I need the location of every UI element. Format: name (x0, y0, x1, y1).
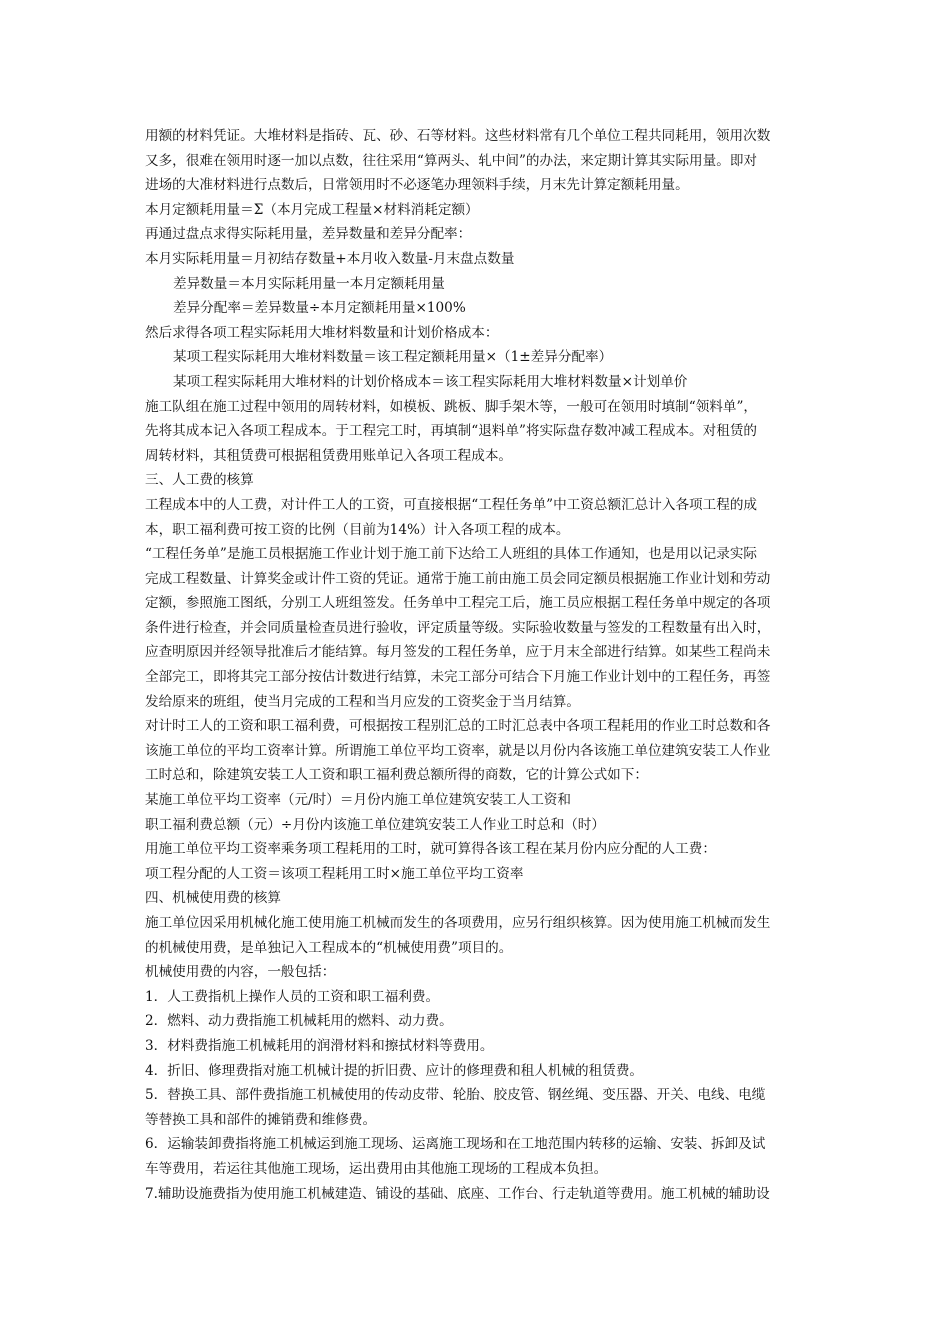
text-line: 的机械使用费，是单独记入工程成本的“机械使用费”项目的。 (145, 939, 513, 956)
document-body (145, 124, 813, 1206)
text-line: 该施工单位的平均工资率计算。所谓施工单位平均工资率，就是以月份内各该施工单位建筑安装工人作业 (145, 742, 771, 759)
text-line: 进场的大准材料进行点数后，日常领用时不必逐笔办理领料手续，月末先计算定额耗用量。 (145, 177, 689, 194)
text-line: 本月定额耗用量＝Σ（本月完成工程量×材料消耗定额） (145, 201, 479, 218)
text-line: 四、机械使用费的核算 (145, 890, 281, 907)
text-line: 然后求得各项工程实际耗用大堆材料数量和计划价格成本： (145, 324, 499, 341)
text-line: 本，职工福利费可按工资的比例（目前为14%）计入各项工程的成本。 (145, 521, 570, 538)
text-line: 先将其成本记入各项工程成本。于工程完工时，再填制“退料单”将实际盘存数冲减工程成本。对租赁的 (145, 423, 758, 440)
text-line: 完成工程数量、计算奖金或计件工资的凭证。通常于施工前由施工员会同定额员根据施工作业计划和劳动 (145, 570, 771, 587)
text-line: 施工队组在施工过程中领用的周转材料，如模板、跳板、脚手架木等，一般可在领用时填制“领料单”， (145, 398, 758, 415)
text-line: 某项工程实际耗用大堆材料数量＝该工程定额耗用量×（1±差异分配率） (173, 349, 613, 366)
text-line: 三、人工费的核算 (145, 472, 254, 489)
text-line: 工时总和，除建筑安装工人工资和职工福利费总额所得的商数，它的计算公式如下： (145, 767, 648, 784)
text-line: 等替换工具和部件的摊销费和维修费。 (145, 1111, 377, 1128)
text-line: 4．折旧、修理费指对施工机械计提的折旧费、应计的修理费和租人机械的租赁费。 (145, 1062, 644, 1079)
text-line: 用施工单位平均工资率乘务项工程耗用的工时，就可算得各该工程在某月份内应分配的人工费： (145, 841, 716, 858)
text-line: 用额的材料凭证。大堆材料是指砖、瓦、砂、石等材料。这些材料常有几个单位工程共同耗用，领用次数 (145, 128, 771, 144)
text-line: 2．燃料、动力费指施工机械耗用的燃料、动力费。 (145, 1013, 453, 1030)
text-line: 定额，参照施工图纸，分别工人班组签发。任务单中工程完工后，施工员应根据工程任务单中规定的各项 (145, 595, 771, 612)
text-line: 职工福利费总额（元）÷月份内该施工单位建筑安装工人作业工时总和（时） (145, 816, 605, 833)
text-line: 5．替换工具、部件费指施工机械使用的传动皮带、轮胎、胶皮管、钢丝绳、变压器、开关、电线、电缆 (145, 1087, 766, 1104)
text-line: 全部完工，即将其完工部分按估计数进行结算，未完工部分可结合下月施工作业计划中的工程任务，再签 (145, 669, 771, 686)
text-line: 差异分配率＝差异数量÷本月定额耗用量×100% (173, 300, 466, 317)
text-line: 1．人工费指机上操作人员的工资和职工福利费。 (145, 988, 440, 1005)
text-line: 车等费用，若运往其他施工现场，运出费用由其他施工现场的工程成本负担。 (145, 1160, 608, 1177)
text-line: 3．材料费指施工机械耗用的润滑材料和擦拭材料等费用。 (145, 1037, 494, 1054)
text-line: 7.辅助设施费指为使用施工机械建造、铺设的基础、底座、工作台、行走轨道等费用。施工机械的辅助设 (145, 1185, 770, 1202)
text-line: 应查明原因并经领导批准后才能结算。每月签发的工程任务单，应于月末全部进行结算。如某些工程尚未 (145, 644, 771, 661)
text-line: 发给原来的班组，使当月完成的工程和当月应发的工资奖金于当月结算。 (145, 693, 580, 710)
text-line: 再通过盘点求得实际耗用量，差异数量和差异分配率： (145, 226, 472, 243)
text-line: 施工单位因采用机械化施工使用施工机械而发生的各项费用，应另行组织核算。因为使用施工机械而发生 (145, 915, 771, 931)
text-line: 条件进行检查，并会同质量检查员进行验收，评定质量等级。实际验收数量与签发的工程数量有出入时， (145, 619, 771, 636)
text-line: 机械使用费的内容，一般包括： (145, 964, 336, 981)
text-line: 差异数量＝本月实际耗用量一本月定额耗用量 (173, 275, 445, 292)
text-line: 6．运输装卸费指将施工机械运到施工现场、运离施工现场和在工地范围内转移的运输、安装、拆卸及试 (145, 1136, 766, 1153)
text-line: 本月实际耗用量＝月初结存数量+本月收入数量-月末盘点数量 (145, 250, 515, 267)
text-line: 工程成本中的人工费，对计件工人的工资，可直接根据“工程任务单”中工资总额汇总计入各项工程的成 (145, 496, 758, 513)
text-line: 又多，很难在领用时逐一加以点数，往往采用“算两头、轧中间”的办法，来定期计算其实际用量。即对 (145, 152, 758, 169)
text-line: “工程任务单”是施工员根据施工作业计划于施工前下达给工人班组的具体工作通知，也是用以记录实际 (145, 546, 758, 563)
text-line: 对计时工人的工资和职工福利费，可根据按工程别汇总的工时汇总表中各项工程耗用的作业工时总数和各 (145, 718, 771, 735)
text-line: 某施工单位平均工资率（元/时）＝月份内施工单位建筑安装工人工资和 (145, 792, 571, 809)
text-line: 项工程分配的人工资＝该项工程耗用工时×施工单位平均工资率 (145, 865, 524, 882)
text-line: 周转材料，其租赁费可根据租赁费用账单记入各项工程成本。 (145, 447, 513, 464)
text-line: 某项工程实际耗用大堆材料的计划价格成本＝该工程实际耗用大堆材料数量×计划单价 (173, 373, 688, 390)
